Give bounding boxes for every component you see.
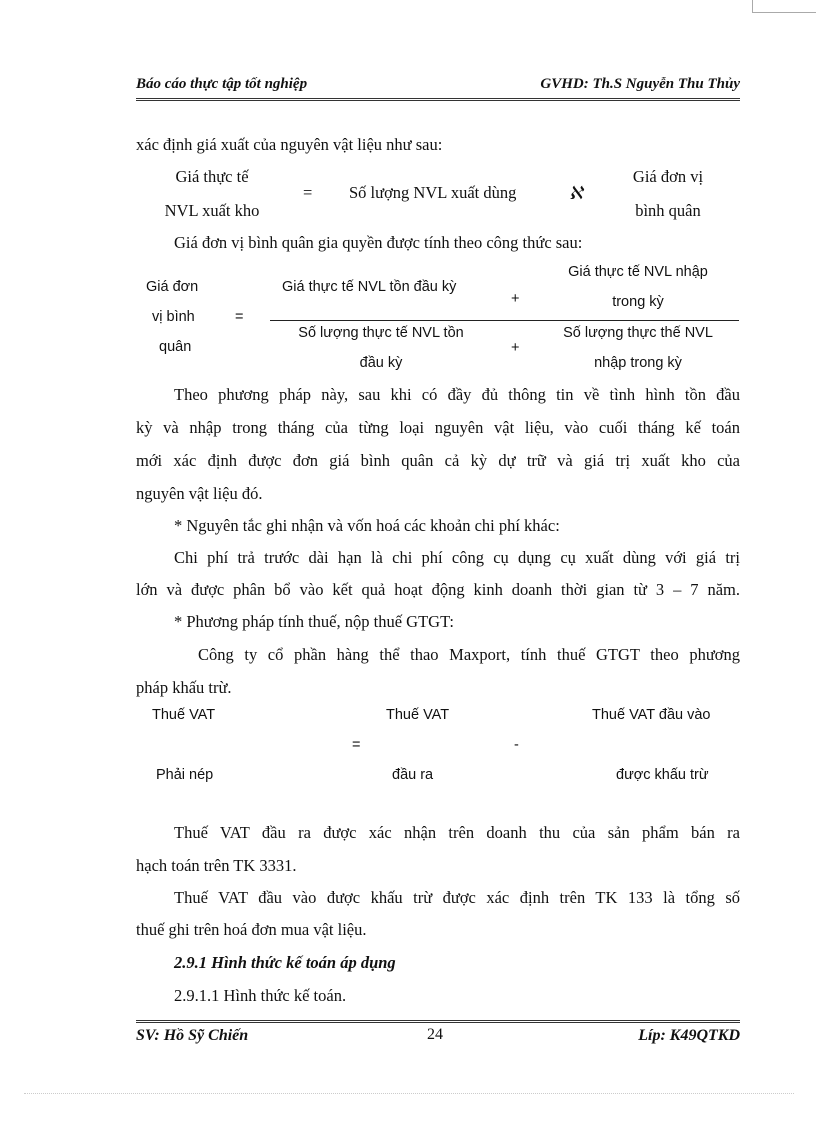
para4-line: Thuế VAT đầu ra được xác nhận trên doanh thu của sản phẩm bán ra	[174, 823, 740, 842]
header-supervisor: GVHD: Th.S Nguyễn Thu Thủy	[540, 76, 740, 92]
para5-line: thuế ghi trên hoá đơn mua vật liệu.	[136, 920, 367, 939]
f3-b-bottom: đầu ra	[392, 767, 434, 783]
f2-numerator-left: Giá thực tế NVL tồn đầu kỳ	[282, 279, 457, 295]
f3-c-bottom: được khấu trừ	[616, 767, 709, 783]
subsection-heading: 2.9.1.1 Hình thức kế toán.	[174, 986, 347, 1005]
f2-lhs-line3: quân	[159, 339, 192, 355]
f1-middle: Số lượng NVL xuất dùng	[349, 183, 517, 202]
f3-minus: -	[514, 737, 519, 753]
f2-fraction-bar	[270, 320, 739, 321]
f1-rhs-top: Giá đơn vị	[632, 167, 704, 186]
f3-equals: =	[352, 737, 361, 753]
f2-denominator-right-2: nhập trong kỳ	[594, 355, 682, 371]
para4-line: hạch toán trên TK 3331.	[136, 856, 297, 875]
f2-numerator-right-1: Giá thực tế NVL nhập	[568, 264, 708, 280]
footer-student: SV: Hồ Sỹ Chiến	[136, 1027, 249, 1044]
f1-multiply-symbol: ℵ	[569, 183, 583, 203]
para1-line: mới xác định được đơn giá bình quân cả kỳ dự trữ và giá trị xuất kho của	[136, 451, 740, 470]
f3-a-bottom: Phải nép	[156, 767, 214, 783]
f3-a-top: Thuế VAT	[152, 707, 216, 723]
para3-line: pháp khấu trừ.	[136, 678, 232, 697]
para2-line: lớn và được phân bổ vào kết quả hoạt động kinh doanh thời gian từ 3 – 7 năm.	[136, 580, 740, 599]
footer-class: Líp: K49QTKD	[638, 1027, 740, 1044]
f3-b-top: Thuế VAT	[386, 707, 450, 723]
header-rule	[136, 98, 740, 99]
intro-line: xác định giá xuất của nguyên vật liệu như sau:	[136, 135, 443, 154]
para3-line: Công ty cổ phần hàng thể thao Maxport, tính thuế GTGT theo phương	[198, 645, 740, 664]
footer-rule	[136, 1020, 740, 1021]
f1-rhs-bottom: bình quân	[635, 201, 701, 220]
header-rule	[136, 100, 740, 101]
page-corner-mark	[752, 0, 753, 12]
para1-line: nguyên vật liệu đó.	[136, 484, 263, 503]
page-bottom-dotted-line	[24, 1093, 794, 1094]
f1-equals: =	[303, 183, 313, 202]
f1-lhs-bottom: NVL xuất kho	[164, 201, 260, 220]
f2-denominator-plus: +	[511, 340, 520, 356]
f3-c-top: Thuế VAT đầu vào	[592, 707, 711, 723]
header-title: Báo cáo thực tập tốt nghiệp	[136, 76, 308, 92]
para5-line: Thuế VAT đầu vào được khấu trừ được xác định trên TK 133 là tổng số	[174, 888, 740, 907]
f2-denominator-right-1: Số lượng thực thế NVL	[563, 325, 713, 341]
principle-heading: * Nguyên tắc ghi nhận và vốn hoá các khoản chi phí khác:	[174, 516, 560, 535]
f2-lhs-line1: Giá đơn	[146, 279, 199, 295]
footer-rule	[136, 1022, 740, 1023]
para1-line: Theo phương pháp này, sau khi có đầy đủ thông tin về tình hình tồn đầu	[174, 385, 740, 404]
page-number: 24	[427, 1026, 443, 1043]
f2-numerator-plus: +	[511, 291, 520, 307]
f2-denominator-left-1: Số lượng thực tế NVL tồn	[298, 325, 464, 341]
tax-heading: * Phương pháp tính thuế, nộp thuế GTGT:	[174, 612, 454, 631]
formula2-intro: Giá đơn vị bình quân gia quyền được tính theo công thức sau:	[174, 233, 583, 252]
section-heading: 2.9.1 Hình thức kế toán áp dụng	[174, 953, 396, 972]
para2-line: Chi phí trả trước dài hạn là chi phí công cụ dụng cụ xuất dùng với giá trị	[174, 548, 740, 567]
para1-line: kỳ và nhập trong tháng của từng loại nguyên vật liệu, vào cuối tháng kế toán	[136, 418, 740, 437]
f2-denominator-left-2: đầu kỳ	[359, 355, 403, 371]
f2-equals: =	[235, 309, 244, 325]
page-corner-mark	[752, 12, 816, 13]
f1-lhs-top: Giá thực tế	[175, 167, 249, 186]
f2-numerator-right-2: trong kỳ	[612, 294, 664, 310]
f2-lhs-line2: vị bình	[152, 309, 195, 325]
